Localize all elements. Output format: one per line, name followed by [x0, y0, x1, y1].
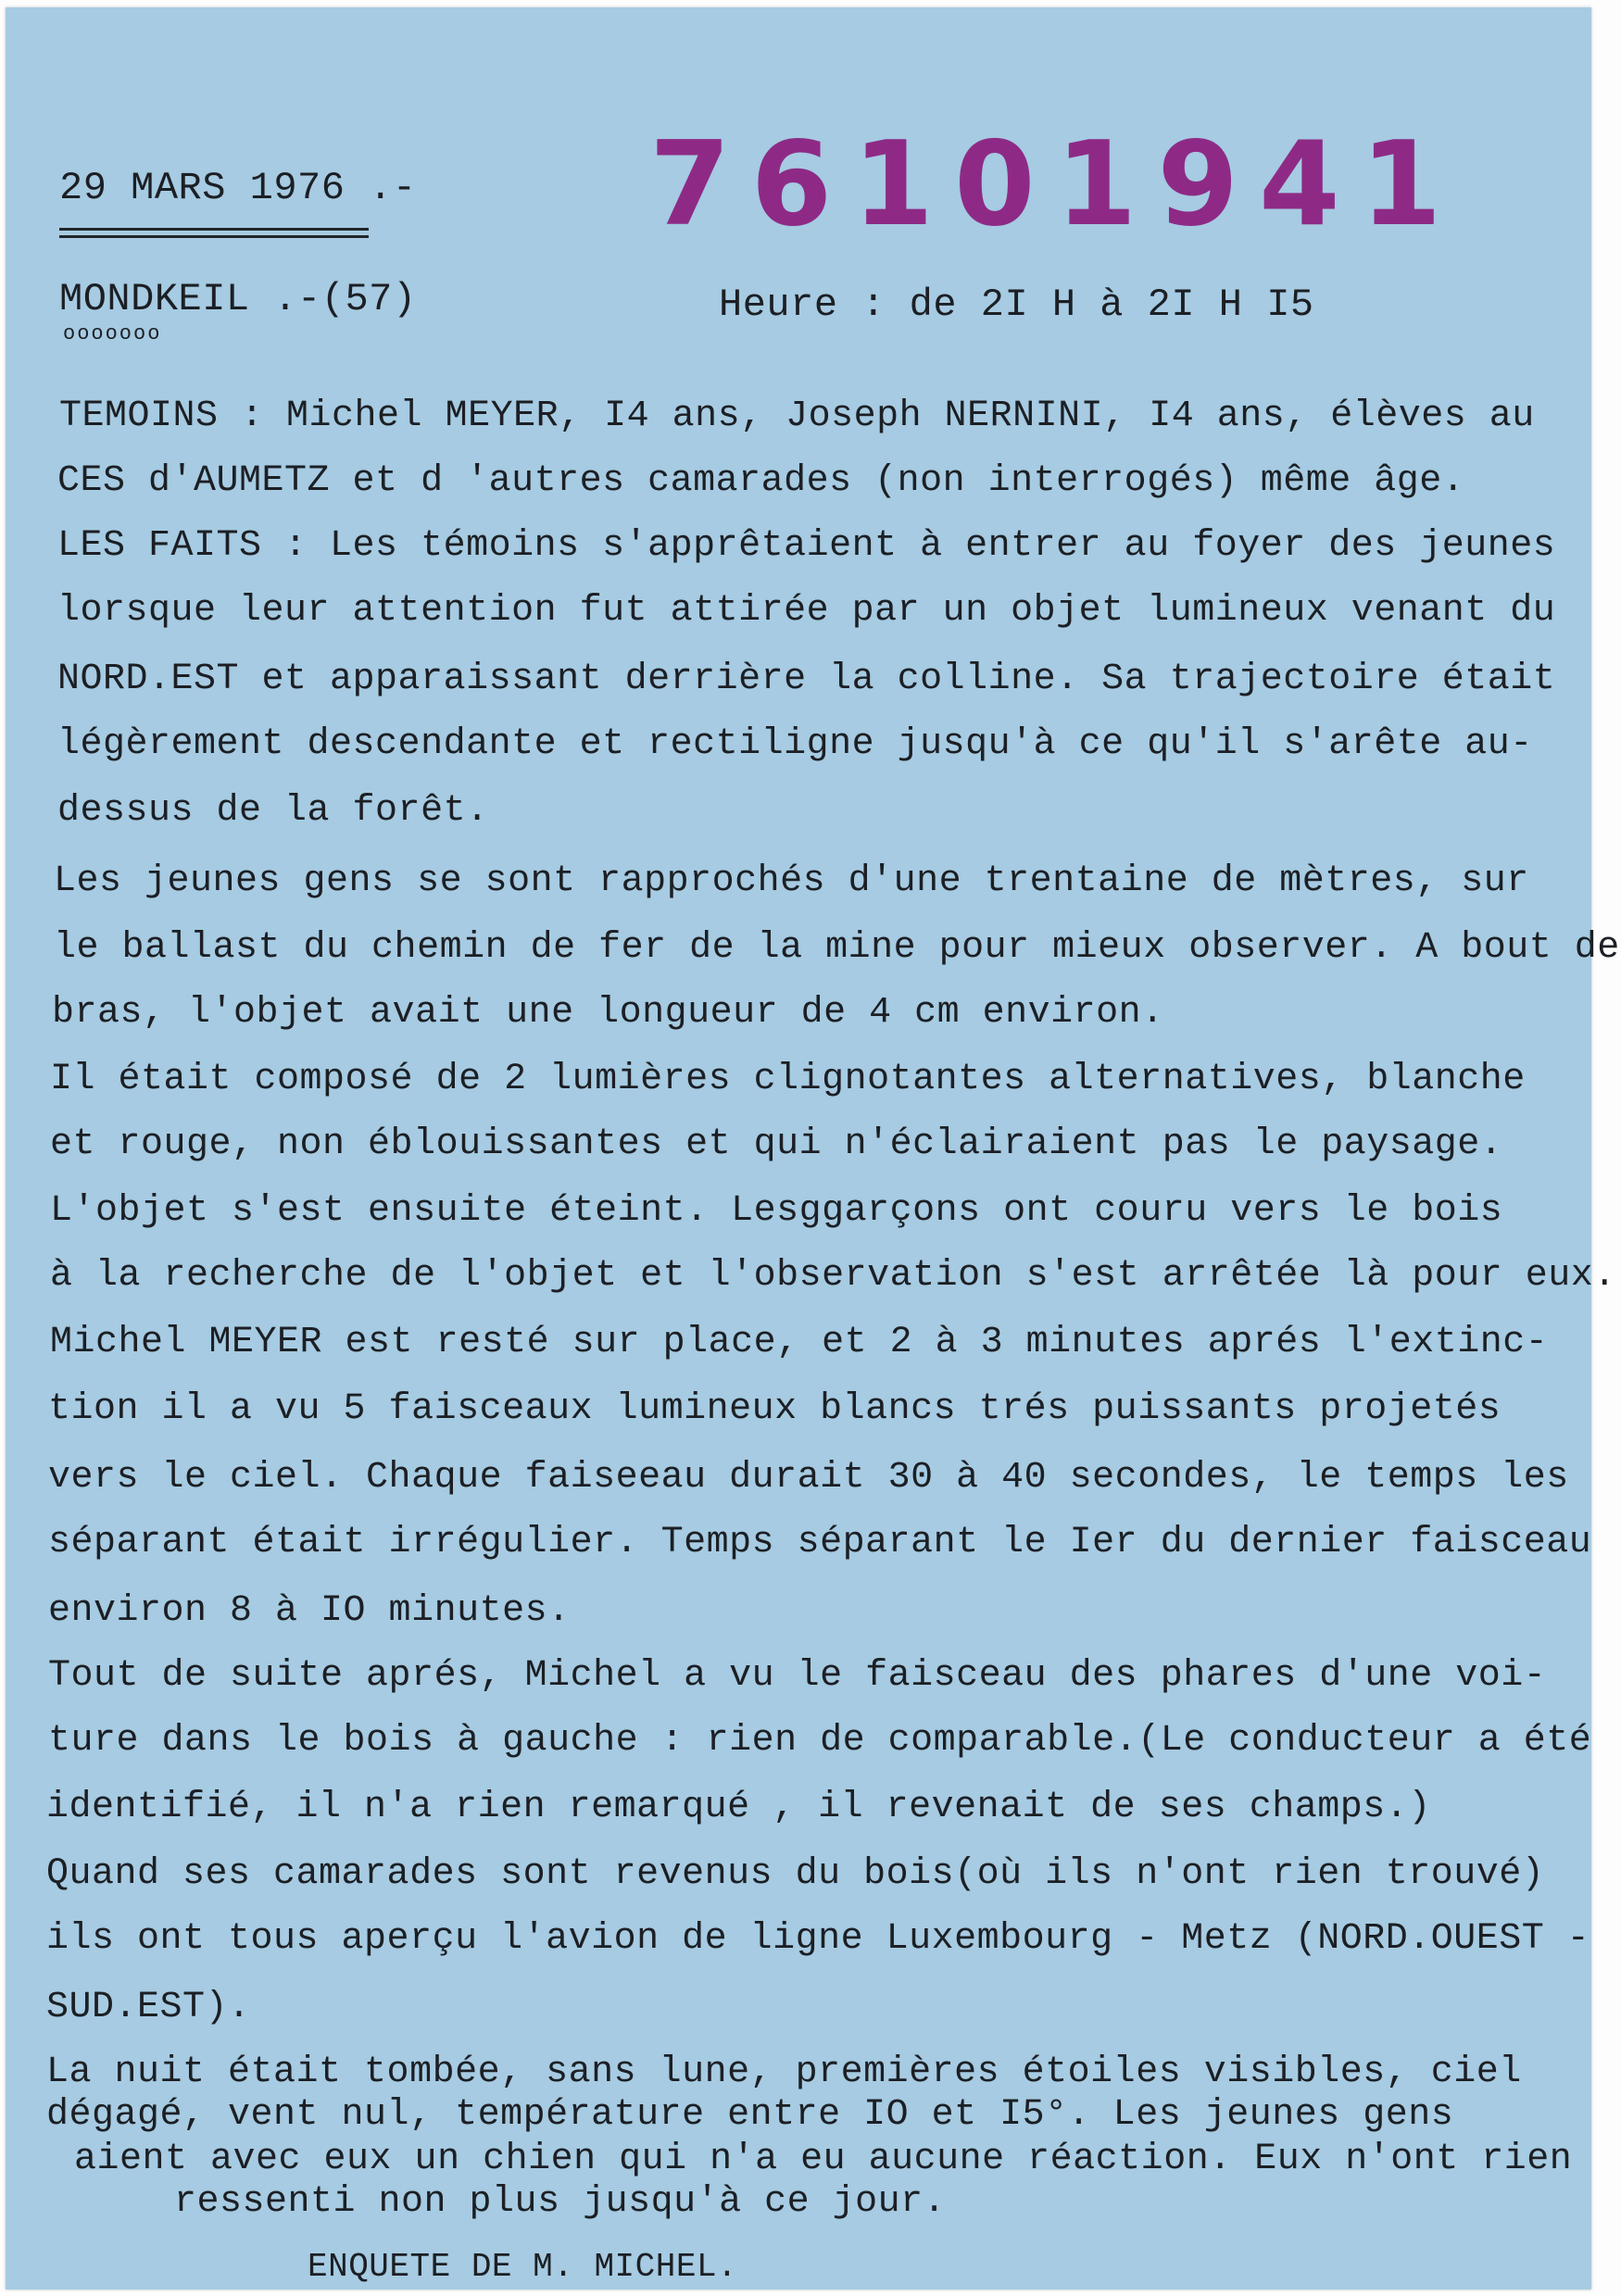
text-line: légèrement descendante et rectiligne jusqu'à ce qu'il s'arête au-: [57, 723, 1533, 765]
text-line: L'objet s'est ensuite éteint. Lesggarçons ont couru vers le bois: [50, 1190, 1503, 1232]
text-line: et rouge, non éblouissantes et qui n'éclairaient pas le paysage.: [50, 1123, 1503, 1165]
date-underline-top: [59, 228, 369, 231]
text-line: ils ont tous aperçu l'avion de ligne Luxembourg - Metz (NORD.OUEST -: [46, 1918, 1590, 1960]
case-number-stamp: 76101941: [649, 116, 1463, 252]
report-date: 29 MARS 1976 .-: [59, 166, 417, 210]
text-line: bras, l'objet avait une longueur de 4 cm environ.: [52, 992, 1164, 1034]
text-line: Tout de suite aprés, Michel a vu le faisceau des phares d'une voi-: [48, 1655, 1547, 1697]
text-line: le ballast du chemin de fer de la mine pour mieux observer. A bout de: [54, 927, 1620, 969]
investigator-signature: ENQUETE DE M. MICHEL.: [308, 2248, 738, 2286]
text-line: La nuit était tombée, sans lune, premières étoiles visibles, ciel: [46, 2051, 1522, 2093]
location-underline: ooooooo: [63, 322, 162, 345]
text-line: Il était composé de 2 lumières clignotantes alternatives, blanche: [50, 1059, 1526, 1100]
text-line: Michel MEYER est resté sur place, et 2 à 3 minutes aprés l'extinc-: [50, 1322, 1549, 1363]
time-range: Heure : de 2I H à 2I H I5: [719, 282, 1314, 327]
location: MONDKEIL .-(57): [59, 277, 417, 321]
text-line: à la recherche de l'objet et l'observation s'est arrêtée là pour eux.: [50, 1255, 1616, 1297]
text-line: aient avec eux un chien qui n'a eu aucune réaction. Eux n'ont rien: [74, 2139, 1573, 2180]
text-line: NORD.EST et apparaissant derrière la colline. Sa trajectoire était: [57, 659, 1556, 700]
text-line: séparant était irrégulier. Temps séparant le Ier du dernier faisceau: [48, 1522, 1592, 1563]
text-line: tion il a vu 5 faisceaux lumineux blancs trés puissants projetés: [48, 1388, 1502, 1430]
text-line: lorsque leur attention fut attirée par un objet lumineux venant du: [57, 590, 1556, 632]
text-line: environ 8 à IO minutes.: [48, 1590, 571, 1632]
text-line: SUD.EST).: [46, 1987, 251, 2028]
text-line: identifié, il n'a rien remarqué , il revenait de ses champs.): [46, 1787, 1431, 1828]
text-line: dégagé, vent nul, température entre IO et I5°. Les jeunes gens: [46, 2094, 1454, 2136]
date-underline-bottom: [59, 235, 369, 238]
document-page: [6, 7, 1620, 2290]
text-line: TEMOINS : Michel MEYER, I4 ans, Joseph NERNINI, I4 ans, élèves au: [59, 395, 1535, 437]
text-line: CES d'AUMETZ et d 'autres camarades (non interrogés) même âge.: [57, 460, 1465, 502]
text-line: ture dans le bois à gauche : rien de comparable.(Le conducteur a été: [48, 1720, 1592, 1762]
text-line: dessus de la forêt.: [57, 790, 489, 832]
text-line: ressenti non plus jusqu'à ce jour.: [174, 2181, 947, 2223]
text-line: Quand ses camarades sont revenus du bois(où ils n'ont rien trouvé): [46, 1853, 1545, 1895]
text-line: LES FAITS : Les témoins s'apprêtaient à entrer au foyer des jeunes: [57, 525, 1556, 567]
text-line: vers le ciel. Chaque faiseeau durait 30 à 40 secondes, le temps les: [48, 1457, 1569, 1499]
text-line: Les jeunes gens se sont rapprochés d'une trentaine de mètres, sur: [54, 860, 1529, 902]
